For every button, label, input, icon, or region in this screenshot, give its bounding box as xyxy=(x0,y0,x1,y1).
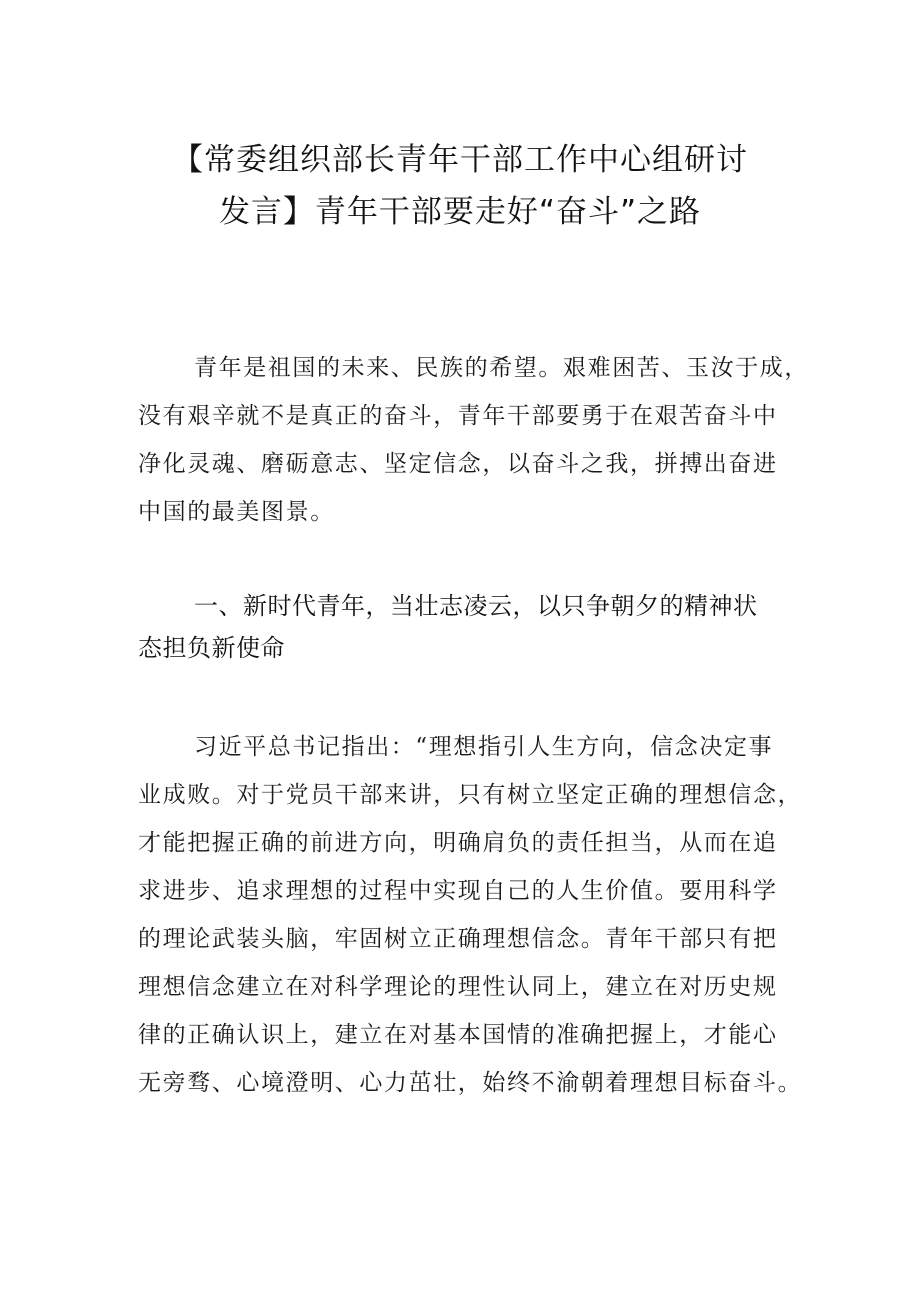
document-title-line-1: 【常委组织部长青年干部工作中心组研讨 xyxy=(172,142,748,178)
document-title-line-2: 发言】青年干部要走好“奋斗”之路 xyxy=(218,194,702,230)
paragraph-line: 才能把握正确的前进方向，明确肩负的责任担当，从而在追 xyxy=(138,830,778,856)
section-heading xyxy=(138,585,802,669)
section-heading-line: 态担负新使命 xyxy=(138,634,285,662)
paragraph-line: 求进步、追求理想的过程中实现自己的人生价值。要用科学 xyxy=(138,878,778,904)
intro-paragraph xyxy=(138,344,809,536)
section-heading-line: 一、新时代青年，当壮志凌云，以只争朝夕的精神状 xyxy=(194,592,758,620)
paragraph-line: 业成败。对于党员干部来讲，只有树立坚定正确的理想信念， xyxy=(138,782,803,808)
paragraph-line: 律的正确认识上，建立在对基本国情的准确把握上，才能心 xyxy=(138,1022,778,1048)
paragraph-line: 中国的最美图景。 xyxy=(138,499,335,525)
paragraph-line: 理想信念建立在对科学理论的理性认同上，建立在对历史规 xyxy=(138,974,778,1000)
paragraph-line: 青年是祖国的未来、民族的希望。艰难困苦、玉汝于成， xyxy=(194,355,809,381)
paragraph-line: 的理论武装头脑，牢固树立正确理想信念。青年干部只有把 xyxy=(138,926,778,952)
paragraph-line: 无旁骛、心境澄明、心力茁壮，始终不渝朝着理想目标奋斗。 xyxy=(138,1070,803,1096)
paragraph-line: 习近平总书记指出：“理想指引人生方向，信念决定事 xyxy=(194,734,774,760)
section-paragraph xyxy=(138,723,802,1107)
paragraph-line: 净化灵魂、磨砺意志、坚定信念，以奋斗之我，拼搏出奋进 xyxy=(138,451,778,477)
paragraph-line: 没有艰辛就不是真正的奋斗，青年干部要勇于在艰苦奋斗中 xyxy=(138,403,778,429)
